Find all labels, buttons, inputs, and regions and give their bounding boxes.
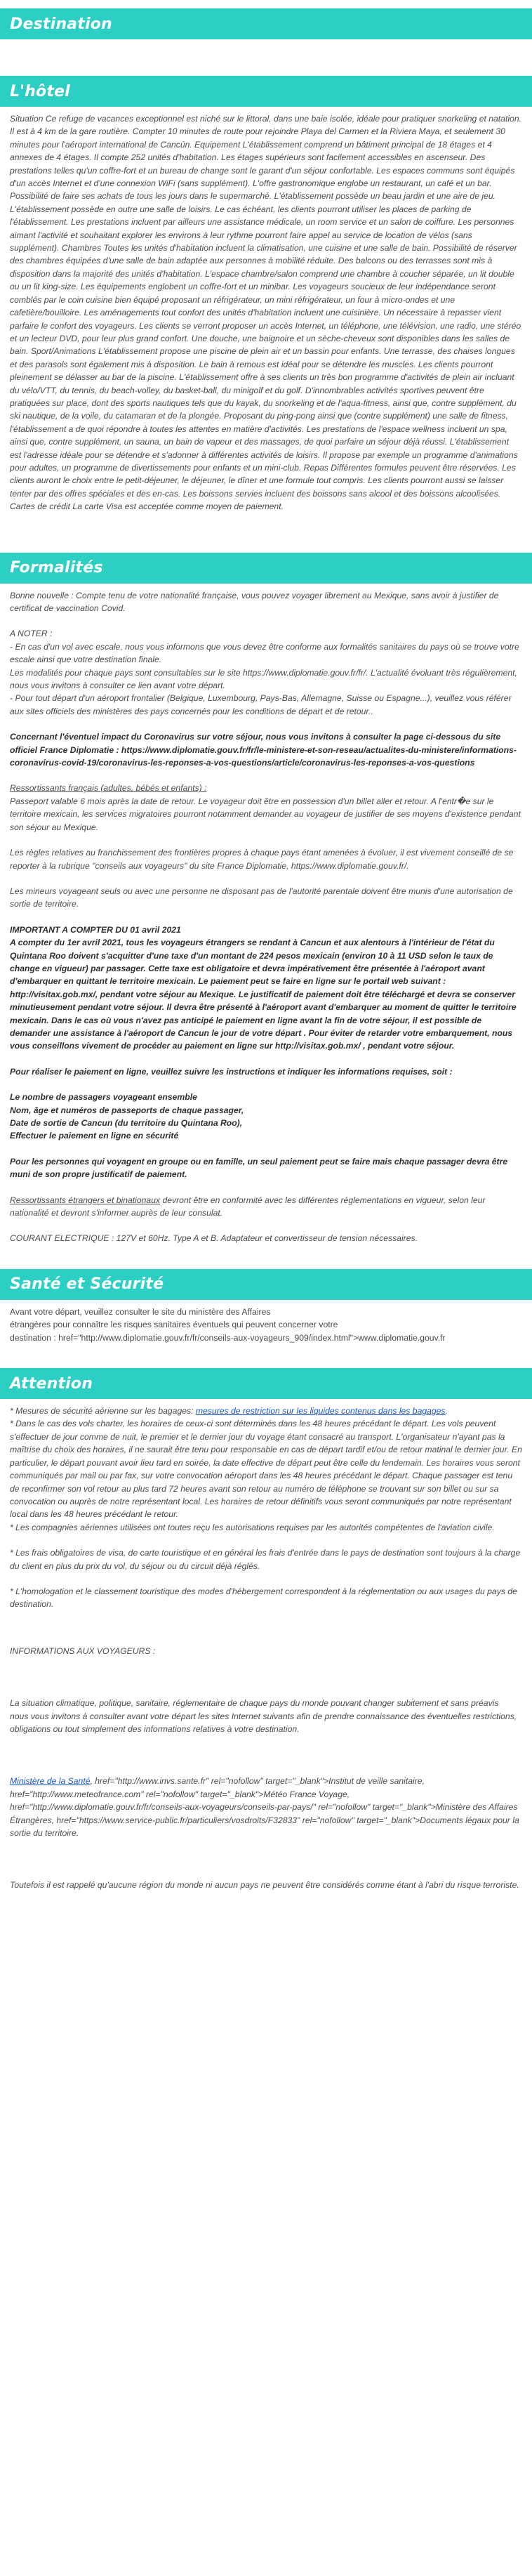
requis-item: Date de sortie de Cancun (du territoire du Quintana Roo), (10, 1118, 243, 1128)
note-line: Les modalités pour chaque pays sont consultables sur le site https://www.diplomatie.gouv.fr/fr/. L'actualité évoluant très régulièrement, nous vous invitons à consulter ce lien avant votre départ. (10, 667, 517, 691)
invitation-text: nous vous invitons à consulter avant votre départ les sites Internet suivants afin de prendre connaissance des éventuelles restrictions, obligations ou tout simplement des informations relatives à votre destination. (10, 1711, 517, 1734)
note-line: - Pour tout départ d'un aéroport frontalier (Belgique, Luxembourg, Pays-Bas, Allemagne, Suisse ou Espagne...), veuillez vous référer aux sites officiels des ministères des pays concernés pour les conditions de départ et de retour.. (10, 693, 512, 716)
attention-header (0, 1368, 532, 1399)
requis-item: Nom, âge et numéros de passeports de chaque passager, (10, 1105, 244, 1115)
hotel-title: L'hôtel (10, 82, 70, 100)
sante-line: destination : href="http://www.diplomatie.gouv.fr/fr/conseils-aux-voyageurs_909/index.html">www.diplomatie.gouv.fr (10, 1332, 446, 1343)
mineurs-text: Les mineurs voyageant seuls ou avec une personne ne disposant pas de l'autorité parentale doivent être munis d'une autorisation de sortie de territoire. (10, 886, 513, 909)
sante-line: Avant votre départ, veuillez consulter le site du ministère des Affaires (10, 1306, 271, 1317)
attention-title: Attention (10, 1374, 93, 1393)
hotel-content (0, 107, 532, 513)
situation-text: La situation climatique, politique, sanitaire, réglementaire de chaque pays du monde pouvant changer subitement et sans préavis (10, 1698, 499, 1709)
etrangers-underline: Ressortissants étrangers et binationaux (10, 1195, 161, 1205)
regles-text: Les règles relatives au franchissement des frontières propres à chaque pays étant amenées à évoluer, il est vivement conseillé de se reporter à la rubrique "conseils aux voyageurs" du site France Diplomatie, https://www.diplomatie.gouv.fr/. (10, 848, 514, 871)
requis-item: Le nombre de passagers voyageant ensemble (10, 1092, 197, 1103)
hotel-description: Situation Ce refuge de vacances exceptionnel est niché sur le littoral, dans une baie isolée, idéale pour pratiquer snorkeling et natation. Il est à 4 km de la gare routière. Compter 10 minutes de route pour rejoindre Playa del Carmen et la Riviera Maya, et seulement 30 minutes pour l'aéroport international de Cancún. Equipement L'établissement comprend un bâtiment principal de 18 étages et 4 annexes de 4 étages. Il compte 252 unités d'habitation. Les étages supérieurs sont facilement accessibles en ascenseur. Des prestations telles qu'un coffre-fort et un bureau de change sont le garant d'un séjour confortable. Les espaces communs sont équipés d'un accès Internet et d'une connexion WiFi (sans supplément). L'offre gastronomique englobe un restaurant, un café et un bar. Possibilité de faire ses achats de tous les jours dans le supermarché. L'établissement possède un beau jardin et une aire de jeu. L'établissement possède en outre une salle de loisirs. Le cas échéant, les clients pourront utiliser les places de parking de l'établissement. Les prestations incluent par ailleurs une assistance médicale, un room service et un salon de coiffure. Les personnes aimant l'activité et souhaitant explorer les environs à leur rythme pourront faire appel au service de location de vélos (sans supplément). Chambres Toutes les unités d'habitation incluent la climatisation, une cuisine et une salle de bain. Possibilité de réserver des chambres équipées d'une salle de bain adaptée aux personnes à mobilité réduite. Des balcons ou des terrasses sont mis à disposition dans la majorité des unités d'habitation. L'espace chambre/salon comprend une chambre à coucher séparée, un lit double ou un lit king-size. Les équipements englobent un coffre-fort et un minibar. Les voyageurs soucieux de leur indépendance seront comblés par le coin cuisine bien équipé proposant un réfrigérateur, un mini réfrigérateur, un four à micro-ondes et une cafetière/bouilloire. Les aménagements tout confort des unités d'habitation incluent une cuisinière. Un nécessaire à repasser vient parfaire le confort des voyageurs. Les clients se verront proposer un accès Internet, un téléphone, une télévision, une radio, une stéréo et un lecteur DVD, pour leur plus grand confort. Une douche, une baignoire et un sèche-cheveux sont disponibles dans les salles de bain. Sport/Animations L'établissement propose une piscine de plein air et un bassin pour enfants. Une terrasse, des chaises longues et des parasols sont également mis à disposition. Le bain à remous est idéal pour se détendre les muscles. Les clients pourront pleinement se délasser au bar de la piscine. L'établissement offre à ses clients un très bon programme d'activités de plein air incluant du vélo/VTT, du tennis, du beach-volley, du basket-ball, du minigolf et du golf. D'innombrables activités sportives peuvent être pratiquées sur place, dont des sports nautiques tels que du kayak, du snorkeling et de l'aqua-fitness, ainsi que, contre supplément, du ski nautique, de la voile, du catamaran et de la plongée. Proposant du ping-pong ainsi que (contre supplément) une salle de fitness, l'établissement a de quoi répondre à toutes les attentes en matière d'activités. Les prestations de l'espace wellness incluent un spa, ainsi que, contre supplément, un sauna, un bain de vapeur et des massages, de quoi parfaire un séjour déjà réussi. L'établissement est l'adresse idéale pour se détendre et s'adonner à différentes activités de loisirs. Il propose par exemple un programme d'animations pour adultes, un programme de divertissements pour enfants et un mini-club. Repas Différentes formules peuvent être réservées. Les clients auront le choix entre le petit-déjeuner, le déjeuner, le dîner et une formule tout compris. Les clients pourront aussi se laisser tenter par des offres spéciales et des en-cas. Les boissons servies incluent des boissons sans alcool et des boissons alcoolisées. Cartes de crédit La carte Visa est acceptée comme moyen de paiement. (10, 114, 522, 512)
formalites-title: Formalités (10, 559, 103, 577)
toutefois-text: Toutefois il est rappelé qu'aucune région du monde ni aucun pays ne peuvent être considérés comme étant à l'abri du risque terroriste. (10, 1880, 519, 1891)
compagnies-text: * Les compagnies aériennes utilisées ont toutes reçu les autorisations requises par les autorités compétentes de l'aviation civile. (10, 1522, 495, 1532)
horaires-text: * Dans le cas des vols charter, les horaires de ceux-ci sont déterminés dans les 48 heures précédant le départ. Les vols peuvent s'effectuer de jour comme de nuit, le premier et le dernier jour du voyage étant consacré au transport. L'organisateur n'ayant pas la maîtrise du choix des horaires, il ne saurait être tenu pour responsable en cas de départ tardif et/ou de retour matinal le dernier jour. En particulier, le départ pouvant avoir lieu tard en soirée, la date effective de départ peut être celle du lendemain. Les horaires vous seront communiqués par mail ou par fax, sur votre convocation aéroport dans les 48 heures précédant le départ. Chaque passager est tenu de reconfirmer son vol retour au plus tard 72 heures avant son retour au numéro de téléphone se trouvant sur son billet ou sur sa convocation ou auprès de notre représentant local. Les horaires de retour définitifs vous seront communiqués par notre représentant local dans les 48 heures précédant le retour. (10, 1419, 522, 1520)
etrangers-rest: devront être en conformité avec les différentes réglementations en vigueur, selon leur nationalité et devront s'informer auprès de leur consulat. (10, 1195, 486, 1218)
hotel-header (0, 76, 532, 107)
note-heading: A NOTER : (10, 629, 53, 639)
important-heading: IMPORTANT A COMPTER DU 01 avril 2021 (10, 924, 181, 935)
mesures-link[interactable]: mesures de restriction sur les liquides contenus dans les bagages (195, 1406, 446, 1417)
pour-realiser-text: Pour réaliser le paiement en ligne, veuillez suivre les instructions et indiquer les informations requises, soit : (10, 1066, 453, 1077)
ministere-link[interactable]: Ministère de la Santé (10, 1776, 91, 1787)
mesures-suffix: . (445, 1406, 448, 1417)
homologation-text: * L'homologation et le classement touristique des modes d'hébergement correspondent à la réglementation ou aux usages du pays de destination. (10, 1586, 517, 1610)
attention-content (0, 1399, 532, 1892)
sante-content (0, 1300, 532, 1344)
frais-text: * Les frais obligatoires de visa, de carte touristique et en général les frais d'entrée dans le pays de destination sont toujours à la charge du client en plus du prix du vol, du séjour ou du circuit déjà réglés. (10, 1548, 521, 1571)
sante-header (0, 1269, 532, 1300)
mesures-prefix: * Mesures de sécurité aérienne sur les bagages: (10, 1406, 196, 1417)
note-line: - En cas d'un vol avec escale, nous vous informons que vous devez être conforme aux formalités sanitaires du pays où se trouve votre escale ainsi que votre destination finale. (10, 641, 519, 665)
formalites-content (0, 584, 532, 1245)
destination-title: Destination (10, 15, 112, 33)
formalites-header (0, 553, 532, 584)
ressortissants-heading: Ressortissants français (adultes, bébés et enfants) : (10, 783, 207, 794)
sante-title: Santé et Sécurité (10, 1275, 164, 1294)
mesures-text (10, 1405, 522, 1417)
ministere-text (10, 1775, 522, 1839)
covid-info: Concernant l'éventuel impact du Coronavirus sur votre séjour, nous vous invitons à consulter la page ci-dessous du site officiel France Diplomatie : https://www.diplomatie.gouv.fr/fr/le-ministere-et-son-reseau/actualites-du-ministere/informations-coronavirus-covid-19/coronavirus-les-reponses-a-vos-questions/article/coronavirus-les-reponses-a-vos-questions (10, 732, 517, 768)
important-body: A compter du 1er avril 2021, tous les voyageurs étrangers se rendant à Cancun et aux alentours à l'intérieur de l'état du Quintana Roo doivent s'acquitter d'une taxe d'un montant de 224 pesos mexicain (environ 10 à 11 USD selon le taux de change en vigueur) par passager. Cette taxe est obligatoire et devra impérativement être présentée à l'aéroport avant d'embarquer en quittant le territoire mexicain. Le paiement peut se faire en ligne sur le portail web suivant : http://visitax.gob.mx/, pendant votre séjour au Mexique. Le justificatif de paiement doit être téléchargé et devra se conserver minutieusement pendant votre séjour. Il devra être présenté à l'aéroport avant d'embarquer au moment de quitter le territoire mexicain. Dans le cas où vous n'avez pas anticipé le paiement en ligne avant la fin de votre séjour, il est possible de demander une assistance à l'aéroport de Cancun le jour de votre départ . Pour éviter de retarder votre embarquement, nous vous conseillons vivement de procéder au paiement en ligne sur http://visitax.gob.mx/ , pendant votre séjour. (10, 938, 517, 1051)
groupe-text: Pour les personnes qui voyagent en groupe ou en famille, un seul paiement peut se faire mais chaque passager devra être muni de son propre justificatif de paiement. (10, 1156, 508, 1180)
infos-heading: INFORMATIONS AUX VOYAGEURS : (10, 1645, 156, 1656)
etrangers-text (10, 1194, 522, 1220)
courant-text: COURANT ELECTRIQUE : 127V et 60Hz. Type A et B. Adaptateur et convertisseur de tension nécessaires. (10, 1233, 418, 1244)
ministere-rest: , href="http://www.invs.sante.fr" rel="nofollow" target="_blank">Institut de veille sanitaire, href="http://www.meteofrance.com" rel="nofollow" target="_blank">Météo France Voyage, href="http://www.diplomatie.gouv.fr/fr/conseils-aux-voyageurs/conseils-par-pays/" rel="nofollow" target="_blank">Ministère des Affaires Étrangères, href="https://www.service-public.fr/particuliers/vosdroits/F32833" rel="nofollow" target="_blank">Documents légaux pour la sortie du territoire. (10, 1776, 519, 1838)
sante-line: étrangères pour connaître les risques sanitaires éventuels qui peuvent concerner votre (10, 1320, 338, 1330)
requis-item: Effectuer le paiement en ligne en sécurité (10, 1131, 179, 1141)
destination-header (0, 8, 532, 39)
ressortissants-text: Passeport valable 6 mois après la date de retour. Le voyageur doit être en possession d'un billet aller et retour. A l'entr�e sur le territoire mexicain, les services migratoires pourront notamment demander au voyageur de justifier de ses moyens d'existence pendant son séjour au Mexique. (10, 796, 521, 832)
formalites-intro: Bonne nouvelle : Compte tenu de votre nationalité française, vous pouvez voyager librement au Mexique, sans avoir à justifier de certificat de vaccination Covid. (10, 590, 499, 613)
